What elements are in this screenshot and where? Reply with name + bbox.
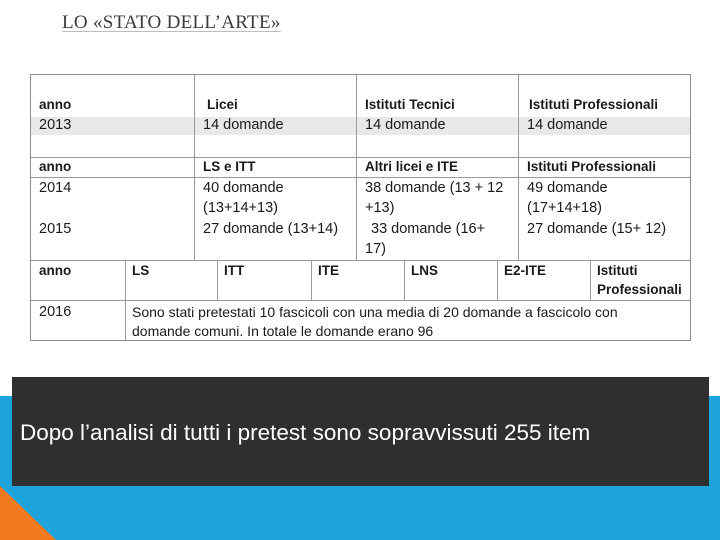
row-divider bbox=[31, 300, 690, 301]
cell-2016-description-line1: Sono stati pretestati 10 fascicoli con una media di 20 domande a fascicolo con bbox=[132, 304, 618, 320]
column-divider bbox=[356, 75, 357, 260]
year-2014: 2014 bbox=[39, 180, 72, 196]
cell-2014-professionali-detail: (17+14+18) bbox=[527, 200, 602, 216]
year-2015: 2015 bbox=[39, 221, 72, 237]
cell-2015-altri-detail: 17) bbox=[365, 241, 386, 257]
header-ls: LS bbox=[132, 263, 150, 278]
cell-2013-tecnici: 14 domande bbox=[365, 117, 446, 133]
header-istituti-tecnici: Istituti Tecnici bbox=[365, 97, 455, 112]
caption-box bbox=[12, 377, 709, 486]
column-divider bbox=[518, 75, 519, 260]
header-istituti: Istituti bbox=[597, 263, 638, 278]
header-licei: Licei bbox=[207, 97, 238, 112]
header-e2-ite: E2-ITE bbox=[504, 263, 547, 278]
header-altri-licei-ite: Altri licei e ITE bbox=[365, 159, 459, 174]
header-professionali: Professionali bbox=[597, 282, 682, 297]
cell-2014-ls-itt: 40 domande bbox=[203, 180, 284, 196]
column-divider bbox=[590, 260, 591, 300]
column-divider bbox=[194, 75, 195, 260]
column-divider bbox=[125, 260, 126, 340]
orange-corner-decoration bbox=[0, 486, 56, 540]
header-ite: ITE bbox=[318, 263, 340, 278]
column-divider bbox=[311, 260, 312, 300]
year-2016: 2016 bbox=[39, 304, 72, 320]
cell-2014-ls-itt-detail: (13+14+13) bbox=[203, 200, 278, 216]
column-divider bbox=[404, 260, 405, 300]
row-divider bbox=[31, 177, 690, 178]
cell-2014-altri: 38 domande (13 + 12 bbox=[365, 180, 504, 196]
cell-2014-altri-detail: +13) bbox=[365, 200, 395, 216]
year-2013: 2013 bbox=[39, 117, 72, 133]
row-divider bbox=[31, 157, 690, 158]
cell-2015-professionali: 27 domande (15+ 12) bbox=[527, 221, 667, 237]
header-itt: ITT bbox=[224, 263, 245, 278]
cell-2013-professionali: 14 domande bbox=[527, 117, 608, 133]
column-divider bbox=[217, 260, 218, 300]
cell-2015-altri: 33 domande (16+ bbox=[371, 221, 486, 237]
results-table bbox=[30, 74, 691, 341]
cell-2016-description-line2: domande comuni. In totale le domande erano 96 bbox=[132, 323, 434, 339]
cell-2015-ls-itt: 27 domande (13+14) bbox=[203, 221, 339, 237]
slide-title: LO «STATO DELL’ARTE» bbox=[62, 12, 281, 33]
cell-2014-professionali: 49 domande bbox=[527, 180, 608, 196]
header-anno-2: anno bbox=[39, 159, 72, 174]
row-divider bbox=[31, 260, 690, 261]
column-divider bbox=[497, 260, 498, 300]
header-istituti-professionali-2: Istituti Professionali bbox=[527, 159, 657, 174]
cell-2013-licei: 14 domande bbox=[203, 117, 284, 133]
header-anno: anno bbox=[39, 97, 72, 112]
header-anno-3: anno bbox=[39, 263, 72, 278]
header-ls-e-itt: LS e ITT bbox=[203, 159, 256, 174]
header-istituti-professionali: Istituti Professionali bbox=[529, 97, 659, 112]
header-lns: LNS bbox=[411, 263, 438, 278]
caption-text: Dopo l’analisi di tutti i pretest sono sopravvissuti 255 item bbox=[20, 420, 591, 445]
